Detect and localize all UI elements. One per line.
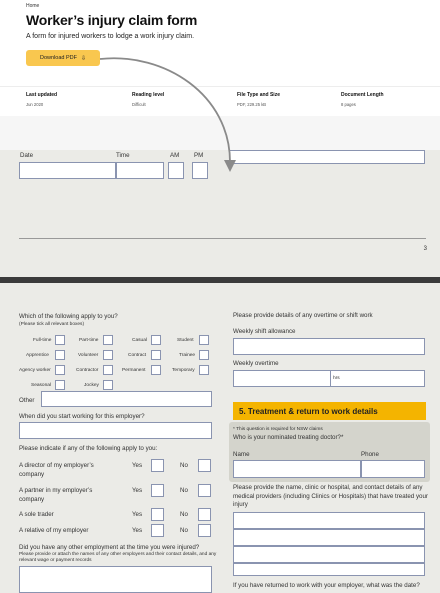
employment-hint: (Please tick all relevant boxes) [19, 322, 85, 327]
option-volunteer-checkbox[interactable] [103, 350, 113, 360]
page-header [0, 0, 440, 86]
option-temporary-checkbox[interactable] [199, 365, 209, 375]
partner-label: A partner in my employer’s company [19, 487, 93, 503]
breadcrumb[interactable]: Home [26, 3, 40, 9]
partner-no-checkbox[interactable] [198, 484, 211, 497]
weekly-overtime-hrs-input[interactable] [330, 370, 425, 387]
option-trainee-checkbox[interactable] [199, 350, 209, 360]
provider-input-2[interactable] [233, 529, 425, 546]
am-checkbox[interactable] [168, 162, 184, 179]
yes-label: Yes [132, 462, 143, 469]
option-label: Contract [128, 353, 147, 358]
option-label: Part-time [79, 338, 99, 343]
option-label: Trainee [179, 353, 196, 358]
provider-input-4[interactable] [233, 563, 425, 576]
option-label: Seasonal [31, 383, 52, 388]
download-label: Download PDF [39, 55, 77, 61]
doctor-phone-input[interactable] [361, 460, 425, 478]
option-student-checkbox[interactable] [199, 335, 209, 345]
weekly-shift-label: Weekly shift allowance [233, 328, 296, 335]
indicate-question: Please indicate if any of the following apply to you: [19, 445, 158, 452]
option-label: Permanent [122, 368, 146, 373]
am-label: AM [170, 152, 180, 159]
option-jockey-checkbox[interactable] [103, 380, 113, 390]
spacer-band [0, 116, 440, 150]
option-apprentice-checkbox[interactable] [55, 350, 65, 360]
sole-trader-yes-checkbox[interactable] [151, 508, 164, 521]
meta-value: Difficult [132, 102, 146, 107]
option-label: Full-time [33, 338, 52, 343]
page-title: Worker’s injury claim form [26, 12, 198, 28]
option-seasonal-checkbox[interactable] [55, 380, 65, 390]
meta-label: File Type and Size [237, 92, 280, 98]
option-part-time-checkbox[interactable] [103, 335, 113, 345]
signature-line [19, 238, 426, 239]
hrs-label: hrs [333, 376, 340, 381]
provider-input-1[interactable] [233, 512, 425, 529]
option-label: Agency worker [19, 368, 51, 373]
meta-value: 8 pages [341, 102, 356, 107]
start-date-input[interactable] [19, 422, 212, 439]
provider-input-3[interactable] [233, 546, 425, 563]
doctor-name-label: Name [233, 451, 250, 458]
no-label: No [180, 487, 188, 494]
right-field-input[interactable] [229, 150, 425, 164]
meta-value: Jun 2020 [26, 102, 44, 107]
meta-value: PDF, 229.25 kB [237, 102, 267, 107]
meta-file-type [237, 92, 280, 107]
option-label: Temporary [172, 368, 195, 373]
other-employment-hint: Please provide or attach the names of any other employers and their contact details, and any relevant wage or payment records [19, 552, 217, 563]
yes-label: Yes [132, 511, 143, 518]
option-agency-worker-checkbox[interactable] [55, 365, 65, 375]
providers-question: Please provide the name, clinic or hospital, and contact details of any medical providers (including Clinics or Hospitals) that have treated your injury [233, 484, 428, 508]
download-pdf-button[interactable] [26, 50, 100, 66]
start-question: When did you start working for this employer? [19, 413, 145, 420]
pdf-page-4 [0, 283, 440, 593]
sole-trader-no-checkbox[interactable] [198, 508, 211, 521]
relative-no-checkbox[interactable] [198, 524, 211, 537]
meta-reading-level [132, 92, 164, 107]
page-number: 3 [423, 246, 427, 252]
option-label: Apprentice [26, 353, 49, 358]
director-label: A director of my employer’s company [19, 462, 94, 478]
nsw-note: * This question is required for NSW claims [233, 427, 323, 432]
director-no-checkbox[interactable] [198, 459, 211, 472]
yes-label: Yes [132, 527, 143, 534]
option-contract-checkbox[interactable] [151, 350, 161, 360]
no-label: No [180, 511, 188, 518]
meta-last-updated [26, 92, 57, 107]
weekly-overtime-label: Weekly overtime [233, 360, 279, 367]
doctor-phone-label: Phone [361, 451, 379, 458]
doctor-question: Who is your nominated treating doctor?* [233, 434, 344, 441]
document-meta [0, 86, 440, 116]
other-label: Other [19, 397, 35, 404]
weekly-overtime-input[interactable] [233, 370, 331, 387]
time-input[interactable] [116, 162, 164, 179]
option-full-time-checkbox[interactable] [55, 335, 65, 345]
meta-document-length [341, 92, 384, 107]
return-question: If you have returned to work with your employer, what was the date? [233, 582, 420, 589]
relative-label: A relative of my employer [19, 527, 89, 534]
option-label: Student [177, 338, 194, 343]
weekly-shift-input[interactable] [233, 338, 425, 355]
doctor-name-input[interactable] [233, 460, 361, 478]
overtime-question: Please provide details of any overtime or shift work [233, 312, 373, 319]
no-label: No [180, 527, 188, 534]
no-label: No [180, 462, 188, 469]
option-label: Casual [132, 338, 147, 343]
page-subtitle: A form for injured workers to lodge a work injury claim. [26, 33, 195, 40]
pm-label: PM [194, 152, 204, 159]
time-label: Time [116, 152, 130, 159]
relative-yes-checkbox[interactable] [151, 524, 164, 537]
date-label: Date [20, 152, 34, 159]
meta-label: Last updated [26, 92, 58, 98]
other-employment-input[interactable] [19, 566, 212, 593]
option-label: Volunteer [78, 353, 99, 358]
option-label: Contractor [76, 368, 99, 373]
employment-question: Which of the following apply to you? [19, 313, 118, 320]
director-yes-checkbox[interactable] [151, 459, 164, 472]
yes-label: Yes [132, 487, 143, 494]
partner-yes-checkbox[interactable] [151, 484, 164, 497]
other-input[interactable] [41, 391, 212, 407]
other-employment-question: Did you have any other employment at the time you were injured? [19, 544, 200, 551]
option-contractor-checkbox[interactable] [103, 365, 113, 375]
section-5-heading: 5. Treatment & return to work details [233, 402, 426, 420]
option-casual-checkbox[interactable] [151, 335, 161, 345]
download-icon: ⇩ [80, 55, 87, 62]
meta-label: Document Length [341, 92, 384, 98]
option-permanent-checkbox[interactable] [151, 365, 161, 375]
pdf-page-3 [0, 150, 440, 277]
pm-checkbox[interactable] [192, 162, 208, 179]
meta-label: Reading level [132, 92, 165, 98]
option-label: Jockey [84, 383, 99, 388]
sole-trader-label: A sole trader [19, 511, 54, 518]
date-input[interactable] [19, 162, 116, 179]
